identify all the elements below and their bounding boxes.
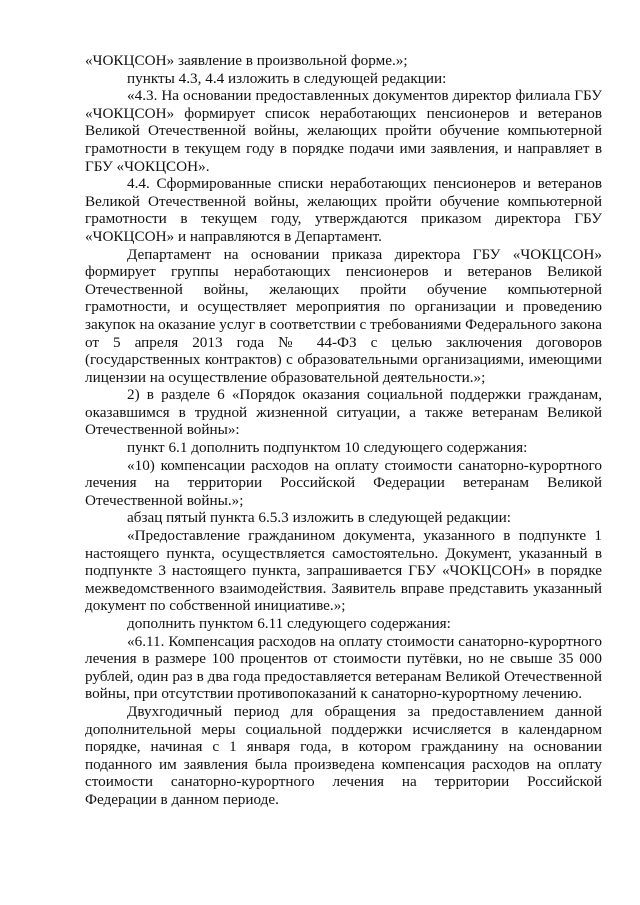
document-body	[85, 52, 602, 809]
paragraph-department: Департамент на основании приказа директора ГБУ «ЧОКЦСОН» формирует группы неработающих пенсионеров и ветеранов Великой Отечественной войны, желающих пройти обучение компьютерной грамотности, и осуществляет мероприятия по организации и проведению закупок на оказание услуг в соответствии с требованиями Федерального закона от 5 апреля 2013 года № 44-ФЗ с целью заключения договоров (государственных контрактов) с образовательными организациями, имеющими лицензии на осуществление образовательной деятельности.»;	[85, 245, 602, 386]
paragraph-4-4: 4.4. Сформированные списки неработающих пенсионеров и ветеранов Великой Отечественной войны, желающих пройти обучение компьютерной грамотности в текущем году, утверждаются приказом директора ГБУ «ЧОКЦСОН» и направляются в Департамент.	[85, 175, 602, 245]
paragraph-section-6: 2) в разделе 6 «Порядок оказания социальной поддержки гражданам, оказавшимся в трудной жизненной ситуации, а также ветеранам Великой Отечественной войны»:	[85, 386, 602, 439]
paragraph-continuation: «ЧОКЦСОН» заявление в произвольной форме.»;	[85, 52, 408, 69]
paragraph-4-3: «4.3. На основании предоставленных документов директор филиала ГБУ «ЧОКЦСОН» формирует список неработающих пенсионеров и ветеранов Великой Отечественной войны, желающих пройти обучение компьютерной грамотности в текущем году в порядке подачи ими заявления, и направляет в ГБУ «ЧОКЦСОН».	[85, 87, 602, 175]
paragraph-6-5-3-intro: абзац пятый пункта 6.5.3 изложить в следующей редакции:	[127, 509, 511, 527]
paragraph-subitem-10: «10) компенсации расходов на оплату стоимости санаторно-курортного лечения на территории Российской Федерации ветеранам Великой Отечественной войны.»;	[85, 456, 602, 509]
paragraph-6-1-intro: пункт 6.1 дополнить подпунктом 10 следующего содержания:	[127, 439, 528, 457]
paragraph-6-5-3-text: «Предоставление гражданином документа, указанного в подпункте 1 настоящего пункта, осуществляется самостоятельно. Документ, указанный в подпункте 3 настоящего пункта, запрашивается ГБУ «ЧОКЦСОН» в порядке межведомственного взаимодействия. Заявитель вправе представить указанный документ по собственной инициативе.»;	[85, 527, 602, 615]
paragraph-6-11: «6.11. Компенсация расходов на оплату стоимости санаторно-курортного лечения в размере 100 процентов от стоимости путёвки, но не свыше 35 000 рублей, один раз в два года предоставляется ветеранам Великой Отечественной войны, при отсутствии противопоказаний к санаторно-курортному лечению.	[85, 632, 602, 703]
paragraph-6-11-intro: дополнить пунктом 6.11 следующего содержания:	[127, 615, 451, 632]
paragraph-items-4-3-4-4: пункты 4.3, 4.4 изложить в следующей редакции:	[127, 69, 447, 87]
paragraph-two-year-period: Двухгодичный период для обращения за предоставлением данной дополнительной меры социальной поддержки исчисляется в календарном порядке, начиная с 1 января года, в котором гражданину на основании поданного им заявления была произведена компенсация расходов на оплату стоимости санаторно-курортного лечения на территории Российской Федерации в данном периоде.	[85, 702, 602, 808]
